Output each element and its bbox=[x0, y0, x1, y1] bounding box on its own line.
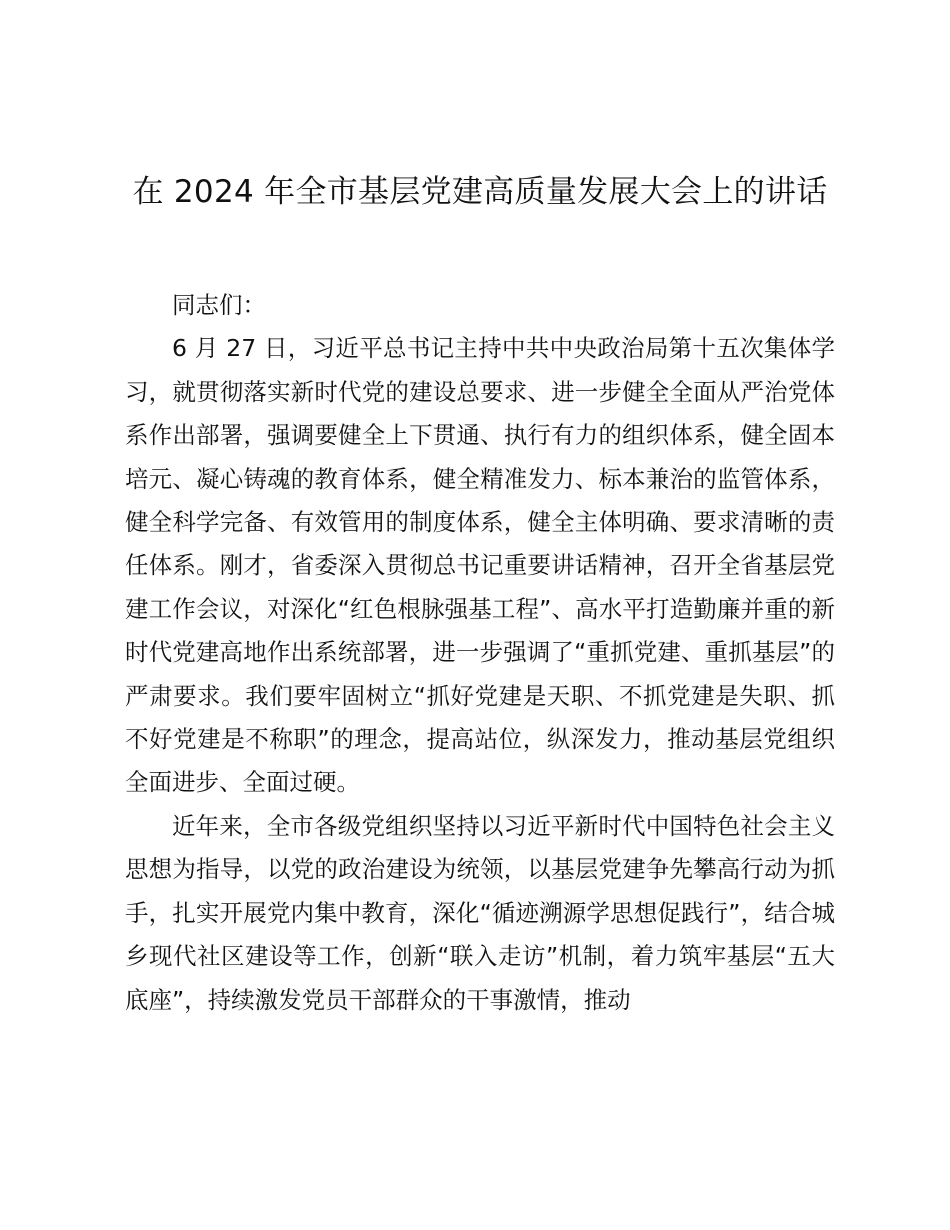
paragraph: 6 月 27 日，习近平总书记主持中共中央政治局第十五次集体学习，就贯彻落实新时代党的建设总要求、进一步健全全面从严治党体系作出部署，强调要健全上下贯通、执行有力的组织体系，健全固本培元、凝心铸魂的教育体系，健全精准发力、标本兼治的监管体系，健全科学完备、有效管用的制度体系，健全主体明确、要求清晰的责任体系。刚才，省委深入贯彻总书记重要讲话精神，召开全省基层党建工作会议，对深化“红色根脉强基工程”、高水平打造勤廉并重的新时代党建高地作出系统部署，进一步强调了“重抓党建、重抓基层”的严肃要求。我们要牢固树立“抓好党建是天职、不抓党建是失职、抓不好党建是不称职”的理念，提高站位，纵深发力，推动基层党组织全面进步、全面过硬。 bbox=[125, 334, 835, 797]
document-title: 在 2024 年全市基层党建高质量发展大会上的讲话 bbox=[132, 174, 828, 210]
salutation: 同志们： bbox=[172, 291, 266, 319]
document-body bbox=[125, 284, 835, 1022]
paragraph: 近年来，全市各级党组织坚持以习近平新时代中国特色社会主义思想为指导，以党的政治建设为统领，以基层党建争先攀高行动为抓手，扎实开展党内集中教育，深化“循迹溯源学思想促践行”，结合城乡现代社区建设等工作，创新“联入走访”机制，着力筑牢基层“五大底座”，持续激发党员干部群众的干事激情，推动 bbox=[125, 811, 835, 1014]
